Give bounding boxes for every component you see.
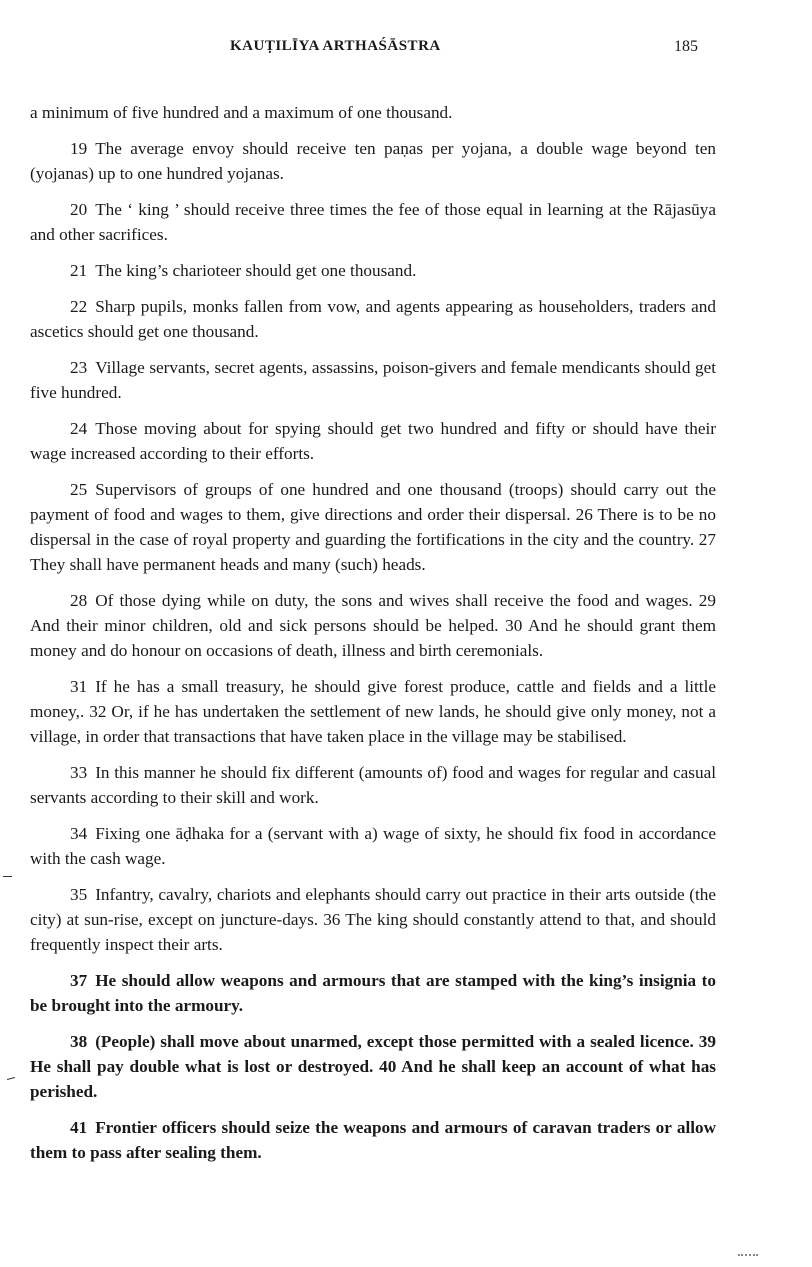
- paragraph-text: a minimum of five hundred and a maximum of one thousand.: [30, 103, 453, 122]
- paragraph-19: [30, 136, 716, 186]
- verse-number: 23: [70, 358, 88, 377]
- verse-number: 20: [70, 200, 88, 219]
- paragraph-38: [30, 1029, 716, 1104]
- paragraph-34: [30, 821, 716, 871]
- paragraph-20: [30, 197, 716, 247]
- verse-number: 31: [70, 677, 88, 696]
- paragraph-35: [30, 882, 716, 957]
- margin-mark: [3, 876, 12, 877]
- verse-number: 28: [70, 591, 88, 610]
- paragraph-text: Those moving about for spying should get two hundred and fifty or should have their wage increased according to their efforts.: [30, 419, 716, 463]
- paragraph-text: Of those dying while on duty, the sons and wives shall receive the food and wages. 29 And their minor children, old and sick persons should be helped. 30 And he should grant them money and do honour on occasions of death, illness and birth ceremonials.: [30, 591, 716, 660]
- paragraph-text: Fixing one āḍhaka for a (servant with a) wage of sixty, he should fix food in accordance with the cash wage.: [30, 824, 716, 868]
- paragraph-text: If he has a small treasury, he should give forest produce, cattle and fields and a little money,. 32 Or, if he has undertaken the settlement of new lands, he should give only money, not a village, in order that transactions that have taken place in the village may be stabilised.: [30, 677, 716, 746]
- paragraph-24: [30, 416, 716, 466]
- verse-number: 24: [70, 419, 88, 438]
- paragraph-37: [30, 968, 716, 1018]
- paragraph-text: Frontier officers should seize the weapons and armours of caravan traders or allow them to pass after sealing them.: [30, 1118, 716, 1162]
- running-head: [0, 38, 812, 62]
- paragraph-22: [30, 294, 716, 344]
- verse-number: 21: [70, 261, 88, 280]
- scan-speckle: [738, 1248, 758, 1256]
- paragraph-text: The king’s charioteer should get one thousand.: [95, 261, 417, 280]
- verse-number: 38: [70, 1032, 88, 1051]
- paragraph-23: [30, 355, 716, 405]
- verse-number: 37: [70, 971, 88, 990]
- paragraph-25: [30, 477, 716, 577]
- paragraph-text: He should allow weapons and armours that are stamped with the king’s insignia to be brought into the armoury.: [30, 971, 716, 1015]
- verse-number: 25: [70, 480, 88, 499]
- verse-number: 35: [70, 885, 88, 904]
- margin-mark: [7, 1077, 15, 1080]
- paragraph-28: [30, 588, 716, 663]
- paragraph-text: Sharp pupils, monks fallen from vow, and agents appearing as householders, traders and ascetics should get one thousand.: [30, 297, 716, 341]
- page-number: 185: [674, 38, 698, 55]
- paragraph-text: Village servants, secret agents, assassins, poison-givers and female mendicants should get five hundred.: [30, 358, 716, 402]
- verse-number: 34: [70, 824, 88, 843]
- paragraph-41: [30, 1115, 716, 1165]
- verse-number: 19: [70, 139, 88, 158]
- paragraph-text: (People) shall move about unarmed, except those permitted with a sealed licence. 39 He shall pay double what is lost or destroyed. 40 And he shall keep an account of what has perished.: [30, 1032, 716, 1101]
- paragraph-text: Infantry, cavalry, chariots and elephants should carry out practice in their arts outside (the city) at sun-rise, except on juncture-days. 36 The king should constantly attend to that, and should frequently inspect their arts.: [30, 885, 716, 954]
- verse-number: 22: [70, 297, 88, 316]
- paragraph-21: [30, 258, 716, 283]
- paragraph-31: [30, 674, 716, 749]
- verse-number: 33: [70, 763, 88, 782]
- body-text: [30, 100, 716, 1165]
- paragraph-text: The ‘ king ’ should receive three times the fee of those equal in learning at the Rājasūya and other sacrifices.: [30, 200, 716, 244]
- paragraph-text: The average envoy should receive ten paṇas per yojana, a double wage beyond ten (yojanas) up to one hundred yojanas.: [30, 139, 716, 183]
- paragraph: [30, 100, 716, 125]
- running-title: KAUṬILĪYA ARTHAŚĀSTRA: [230, 38, 441, 54]
- verse-number: 41: [70, 1118, 88, 1137]
- paragraph-text: In this manner he should fix different (amounts of) food and wages for regular and casual servants according to their skill and work.: [30, 763, 716, 807]
- paragraph-text: Supervisors of groups of one hundred and one thousand (troops) should carry out the payment of food and wages to them, give directions and order their dispersal. 26 There is to be no dispersal in the case of royal property and guarding the fortifications in the city and the country. 27 They shall have permanent heads and many (such) heads.: [30, 480, 716, 574]
- paragraph-33: [30, 760, 716, 810]
